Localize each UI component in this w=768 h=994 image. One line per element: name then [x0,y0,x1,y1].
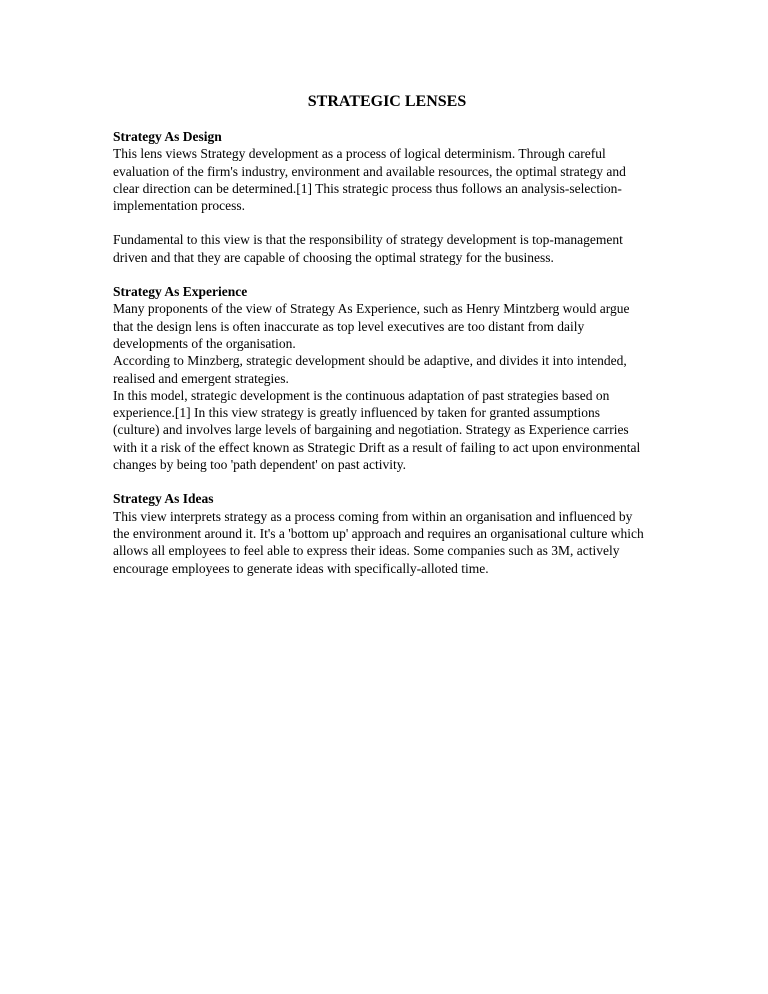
section-strategy-as-design [113,128,649,266]
paragraph: In this model, strategic development is the continuous adaptation of past strategies based on experience.[1] In this view strategy is greatly influenced by taken for granted assumptions (culture) and involves large levels of bargaining and negotiation. Strategy as Experience carries with it a risk of the effect known as Strategic Drift as a result of failing to act upon environmental changes by being too 'path dependent' on past activity. [113,387,641,473]
paragraph: This view interprets strategy as a process coming from within an organisation and influenced by the environment around it. It's a 'bottom up' approach and requires an organisational culture which allows all employees to feel able to express their ideas. Some companies such as 3M, actively encourage employees to generate ideas with specifically-alloted time. [113,508,644,576]
document-title: STRATEGIC LENSES [307,93,467,110]
document-page [113,92,649,594]
paragraph: According to Minzberg, strategic development should be adaptive, and divides it into intended, realised and emergent strategies. [113,353,627,386]
section-strategy-as-ideas [113,490,649,576]
paragraph-spacer [113,214,649,231]
paragraph: Many proponents of the view of Strategy As Experience, such as Henry Mintzberg would argue that the design lens is often inaccurate as top level executives are too distant from daily developments of the organisation. [113,301,630,351]
section-heading: Strategy As Experience [113,284,248,300]
section-strategy-as-experience [113,283,649,473]
paragraph: This lens views Strategy development as a process of logical determinism. Through careful evaluation of the firm's industry, environment and available resources, the optimal strategy and clear direction can be determined.[1] This strategic process thus follows an analysis-selection-implementation process. [113,146,626,214]
section-heading: Strategy As Design [113,129,222,144]
paragraph: Fundamental to this view is that the responsibility of strategy development is top-management driven and that they are capable of choosing the optimal strategy for the business. [113,232,623,265]
section-heading: Strategy As Ideas [113,491,214,507]
